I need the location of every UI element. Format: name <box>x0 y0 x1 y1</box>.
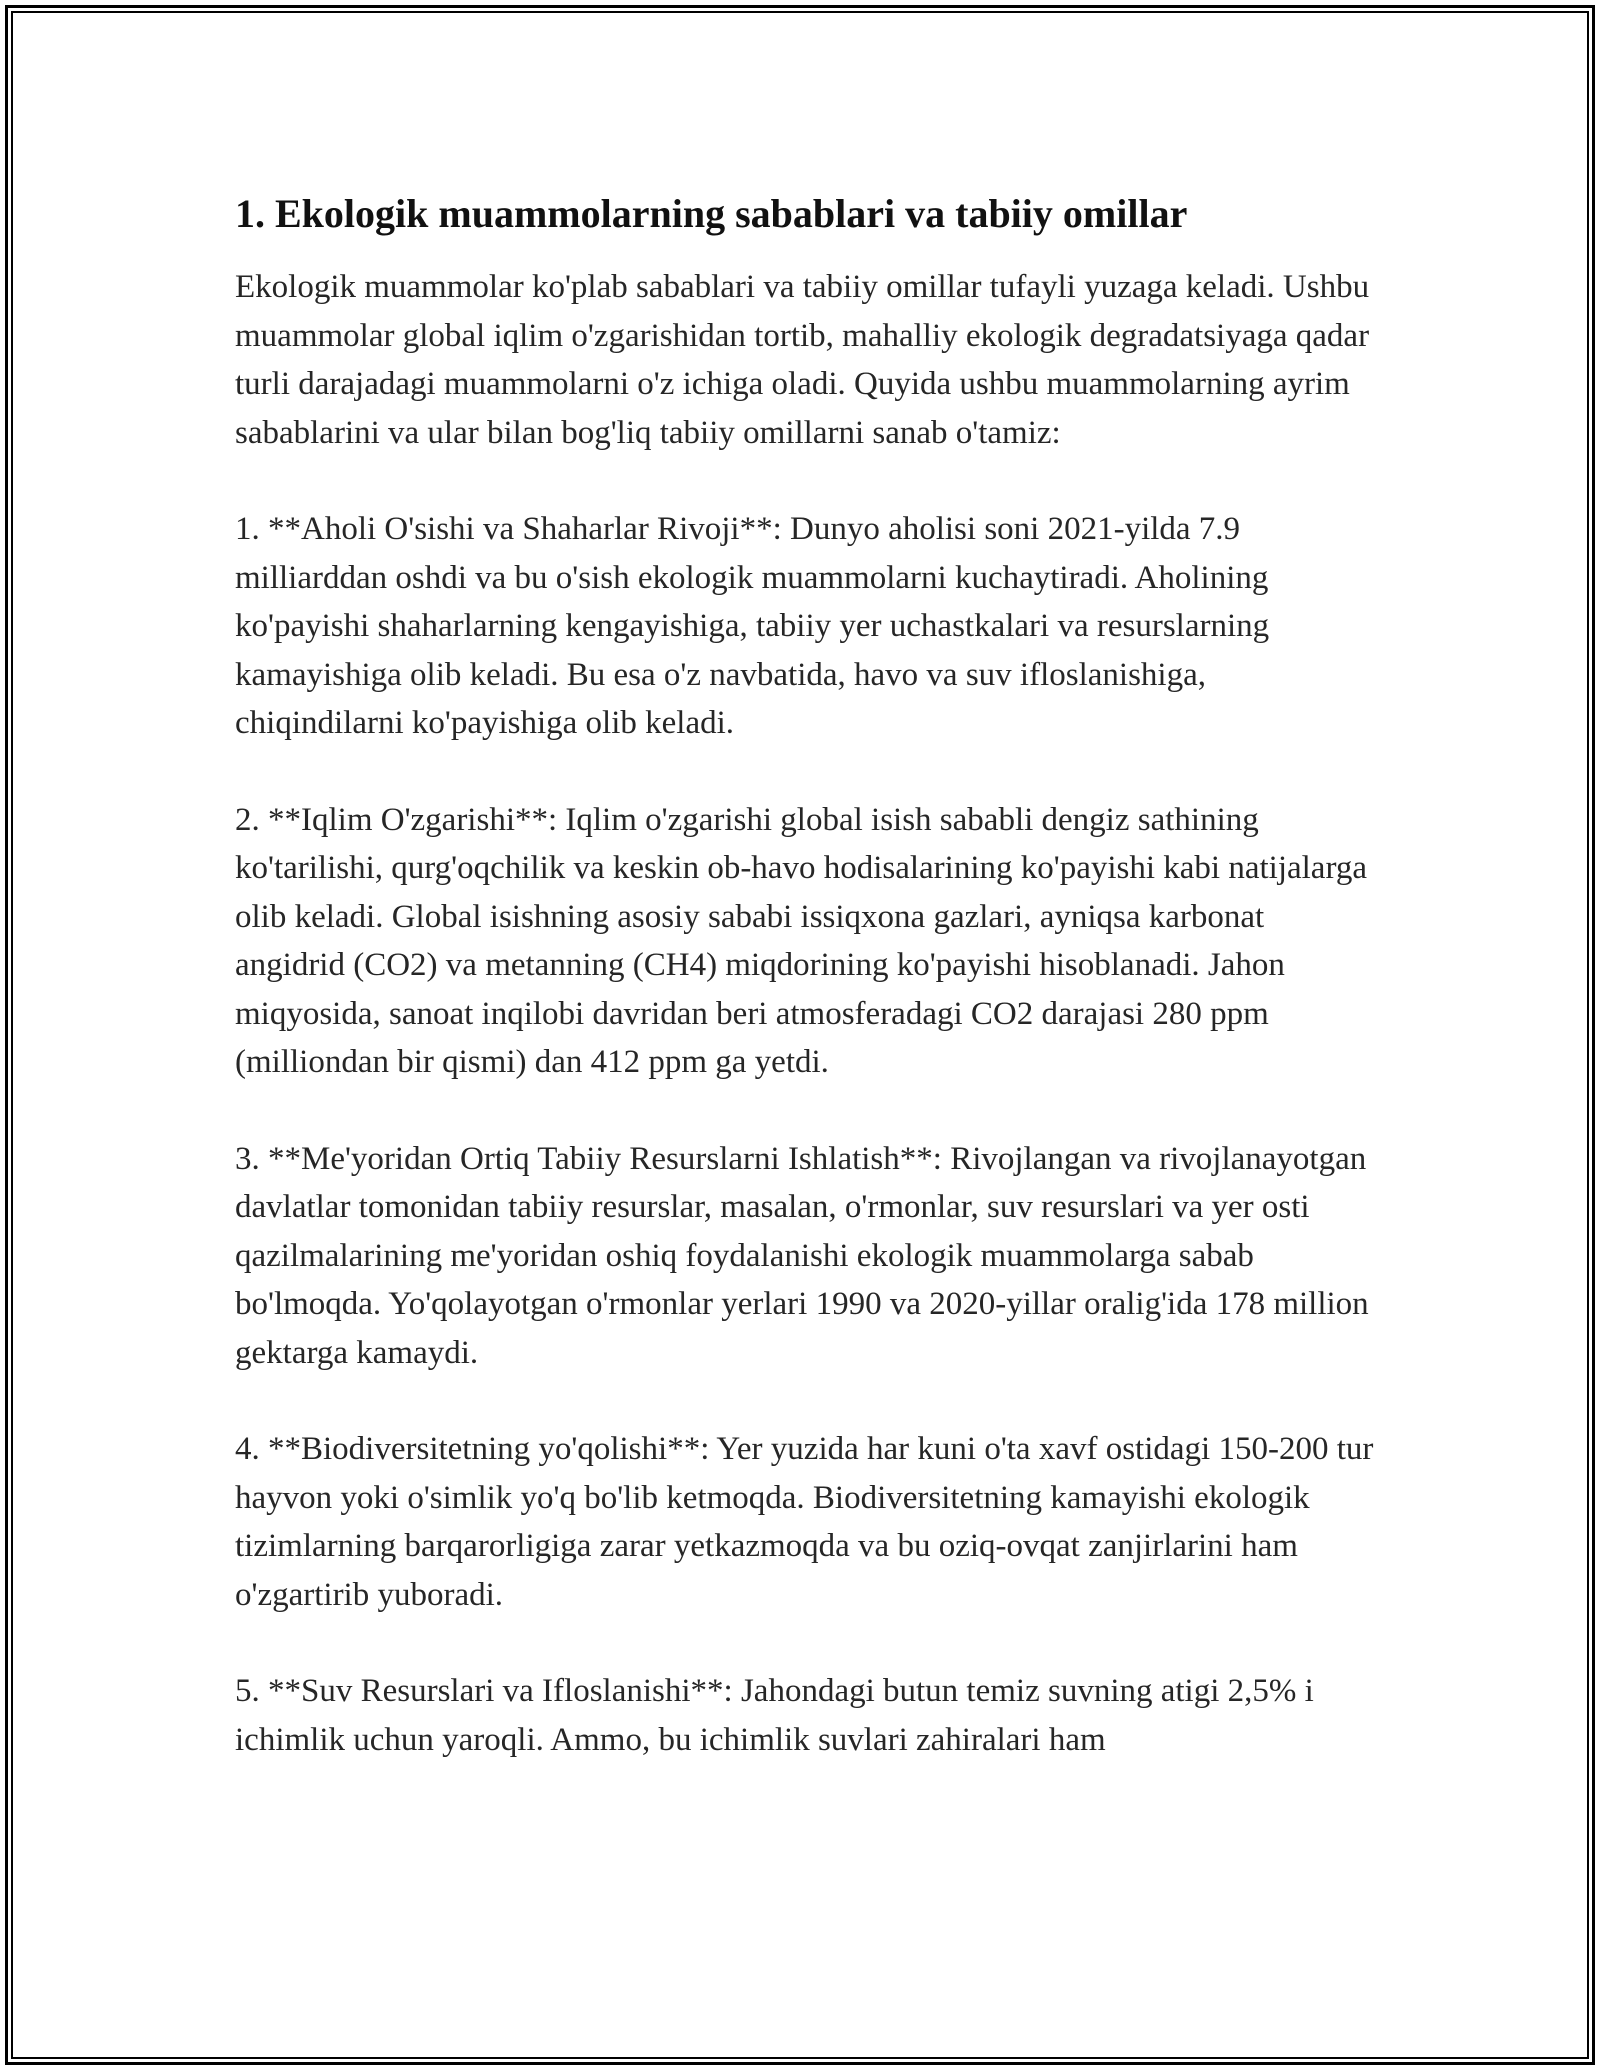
list-item-resource-overuse: 3. **Me'yoridan Ortiq Tabiiy Resurslarni Ishlatish**: Rivojlangan va rivojlanayotgan davlatlar tomonidan tabiiy resurslar, masalan, o'rmonlar, suv resurslari va yer osti qazilmalarining me'yoridan oshiq foydalanishi ekologik muammolarga sabab bo'lmoqda. Yo'qolayotgan o'rmonlar yerlari 1990 va 2020-yillar oralig'ida 178 million gektarga kamaydi. <box>235 1140 1369 1371</box>
list-item-water-resources: 5. **Suv Resurslari va Ifloslanishi**: Jahondagi butun temiz suvning atigi 2,5% i ichimlik uchun yaroqli. Ammo, bu ichimlik suvlari zahiralari ham <box>235 1673 1314 1758</box>
section-heading: 1. Ekologik muammolarning sabablari va tabiiy omillar <box>235 191 1188 236</box>
list-item-biodiversity: 4. **Biodiversitetning yo'qolishi**: Yer yuzida har kuni o'ta xavf ostidagi 150-200 tur hayvon yoki o'simlik yo'q bo'lib ketmoqda. Biodiversitetning kamayishi ekologik tizimlarning barqarorligiga zarar yetkazmoqda va bu oziq-ovqat zanjirlarini ham o'zgartirib yuboradi. <box>235 1431 1374 1613</box>
intro-paragraph: Ekologik muammolar ko'plab sabablari va tabiiy omillar tufayli yuzaga keladi. Ushbu muammolar global iqlim o'zgarishidan tortib, mahalliy ekologik degradatsiyaga qadar turli darajadagi muammolarni o'z ichiga oladi. Quyida ushbu muammolarning ayrim sabablarini va ular bilan bog'liq tabiiy omillarni sanab o'tamiz: <box>235 269 1370 451</box>
list-item-population: 1. **Aholi O'sishi va Shaharlar Rivoji**: Dunyo aholisi soni 2021-yilda 7.9 milliarddan oshdi va bu o'sish ekologik muammolarni kuchaytiradi. Aholining ko'payishi shaharlarning kengayishiga, tabiiy yer uchastkalari va resurslarning kamayishiga olib keladi. Bu esa o'z navbatida, havo va suv ifloslanishiga, chiqindilarni ko'payishiga olib keladi. <box>235 511 1270 741</box>
document-body <box>235 186 1375 1812</box>
list-item-climate-change: 2. **Iqlim O'zgarishi**: Iqlim o'zgarishi global isish sababli dengiz sathining ko'tarilishi, qurg'oqchilik va keskin ob-havo hodisalarining ko'payishi kabi natijalarga olib keladi. Global isishning asosiy sababi issiqxona gazlari, ayniqsa karbonat angidrid (CO2) va metanning (CH4) miqdorining ko'payishi hisoblanadi. Jahon miqyosida, sanoat inqilobi davridan beri atmosferadagi CO2 darajasi 280 ppm (milliondan bir qismi) dan 412 ppm ga yetdi. <box>235 801 1367 1080</box>
